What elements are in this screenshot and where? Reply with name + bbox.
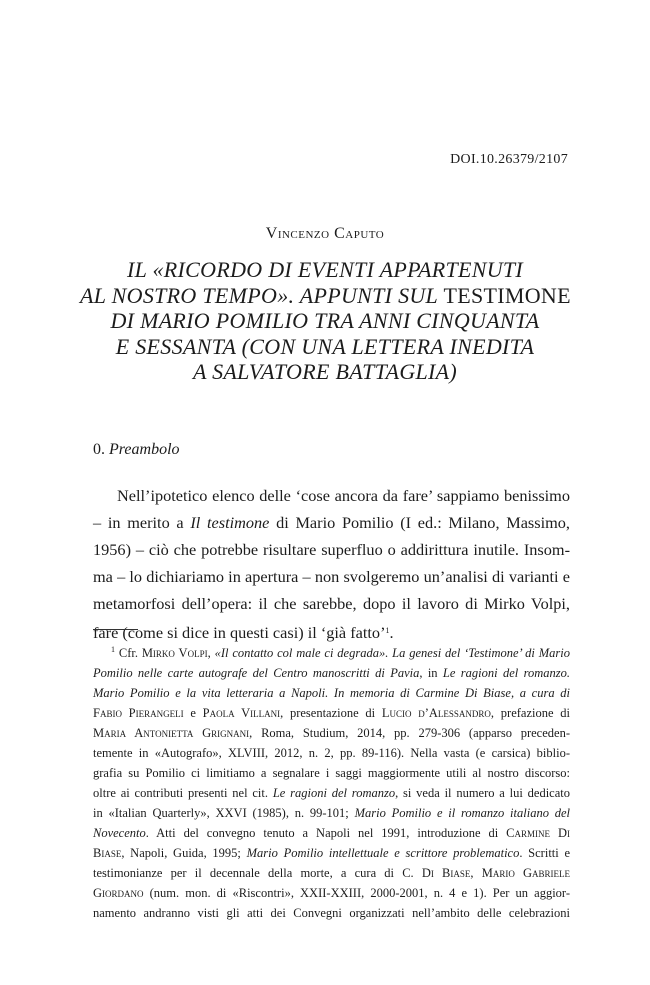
title-work-name: TESTIMONE [443,282,571,308]
footnote-text: testimonianze per il decennale della morte, a cura di C. [93,866,422,880]
cited-title: Pomilio nelle carte autografe del Centro manoscritti di Pavia [93,666,420,680]
footnote-text: , [470,866,482,880]
footnote-text: e [183,706,203,720]
footnote-ref[interactable]: 1 [385,626,390,635]
footnote-line [93,663,570,683]
footnote-text: . Scritti e [519,846,570,860]
title-line: IL «RICORDO DI EVENTI APPARTENUTI [126,257,524,282]
cited-author: Paola Villani [202,706,281,720]
section-label: Preambolo [109,441,180,458]
footnote-line [93,883,570,903]
footnote-line: namento andranno visti gli atti dei Convegni organizzati nell’ambito delle celebrazioni [93,906,570,920]
body-line: Nell’ipotetico elenco delle ‘cose ancora da fare’ sappiamo benissimo [117,486,570,505]
cited-author: Lucio d’Alessandro [381,706,491,720]
section-number: 0. [93,441,109,458]
cited-author: Maria Antonietta Grignani [93,726,250,740]
body-work-title: Il testimone [190,513,270,532]
body-text-part: di Mario Pomilio (I ed.: Milano, Massimo, [269,513,570,532]
footnote-text: Cfr. [115,646,142,660]
footnote-text: oltre ai contributi presenti nel cit. [93,786,273,800]
footnote-line: Mario Pomilio e la vita letteraria a Napoli. In memoria di Carmine Di Biase, a cura di [93,686,570,700]
cited-title: Novecento [93,826,146,840]
footnote-line [93,723,570,743]
title-line: A SALVATORE BATTAGLIA) [192,359,458,384]
section-heading [93,441,180,459]
footnote-text: in «Italian Quarterly», XXVI (1985), n. 99-101; [93,806,355,820]
cited-author: Mario Gabriele [481,866,571,880]
cited-title: Le ragioni del romanzo. [442,666,570,680]
footnote-line [93,640,570,663]
footnote-text: , prefazione di [490,706,570,720]
body-paragraph [93,482,570,646]
body-text-part: fare (come si dice in questi casi) il ‘già fatto’ [93,623,386,642]
title-line: E SESSANTA (CON UNA LETTERA INEDITA [115,333,535,359]
footnote-line [93,703,570,723]
cited-title: Le ragioni del romanzo [272,786,396,800]
cited-author: Biase [93,846,122,860]
cited-title: «Il contatto col male ci degrada». La genesi del ‘Testimone’ di Mario [214,646,570,660]
cited-author: Fabio Pierangeli [93,706,184,720]
cited-author: Carmine Di [506,826,570,840]
footnote-marker: 1 [111,645,115,654]
body-line: 1956) – ciò che potrebbe risultare superfluo o addirittura inutile. Insom- [93,540,570,559]
cited-title: Mario Pomilio intellettuale e scrittore problematico [246,846,520,860]
footnote-text: , in [419,666,443,680]
footnote-separator [93,629,138,630]
footnote-text: , Roma, Studium, 2014, pp. 279-306 (apparso preceden- [249,726,570,740]
doi-label: DOI.10.26379/2107 [450,152,568,167]
footnote-text: , [207,646,215,660]
article-title [80,257,570,385]
cited-title: Mario Pomilio e il romanzo italiano del [354,806,571,820]
footnote-line [93,803,570,823]
footnote-text: , si veda il numero a lui dedicato [395,786,571,800]
title-line [80,283,570,309]
body-text-part: . [389,623,394,642]
footnote-line [93,783,570,803]
footnote-text: (num. mon. di «Riscontri», XXII-XXIII, 2000-2001, n. 4 e 1). Per un aggior- [143,886,570,900]
cited-author: Giordano [93,886,144,900]
footnote-line: grafia su Pomilio ci limitiamo a segnalare i saggi maggiormente utili al nostro discorso: [93,766,570,780]
cited-author: Mirko Volpi [141,646,208,660]
body-line: ma – lo dichiariamo in apertura – non svolgeremo un’analisi di varianti e [93,567,570,586]
footnote [93,640,570,923]
author-name: Vincenzo Caputo [265,225,385,242]
cited-author: Di Biase [421,866,471,880]
title-line: DI MARIO POMILIO TRA ANNI CINQUANTA [110,308,540,333]
footnote-text: . Atti del convegno tenuto a Napoli nel 1991, introduzione di [145,826,507,840]
footnote-text: , Napoli, Guida, 1995; [121,846,247,860]
footnote-line [93,823,570,843]
body-line: metamorfosi dell’opera: il che sarebbe, dopo il lavoro di Mirko Volpi, [93,594,570,613]
footnote-line [93,863,570,883]
body-line [93,509,570,536]
body-text-part: – in merito a [93,513,191,532]
footnote-line [93,843,570,863]
footnote-line: temente in «Autografo», XLVIII, 2012, n. 2, pp. 89-116). Nella vasta (e carsica) biblio- [93,746,570,760]
title-italic-part: AL NOSTRO TEMPO». APPUNTI SUL [80,282,444,308]
footnote-text: , presentazione di [280,706,382,720]
